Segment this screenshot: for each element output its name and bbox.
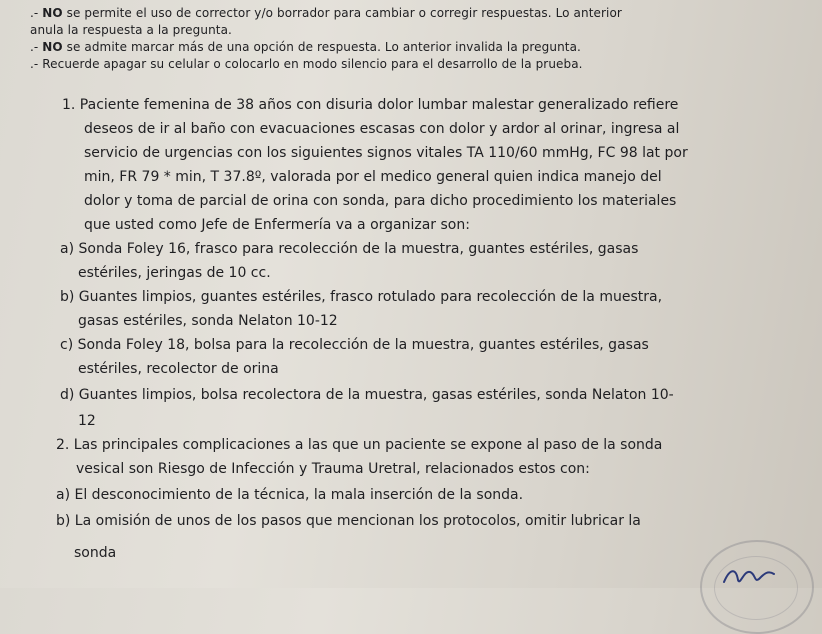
option-1b[interactable]: b) Guantes limpios, guantes estériles, frasco rotulado para recolección de la muestra, — [60, 289, 663, 305]
option-1d[interactable]: d) Guantes limpios, bolsa recolectora de la muestra, gasas estériles, sonda Nelaton 10- — [60, 387, 674, 403]
question-1-line: que usted como Jefe de Enfermería va a organizar son: — [84, 217, 470, 233]
option-1c[interactable]: c) Sonda Foley 18, bolsa para la recolección de la muestra, guantes estériles, gasas — [60, 337, 649, 353]
option-1a-continued: estériles, jeringas de 10 cc. — [78, 265, 271, 281]
question-1-line: min, FR 79 * min, T 37.8º, valorada por el medico general quien indica manejo del — [84, 169, 662, 185]
option-1a[interactable]: a) Sonda Foley 16, frasco para recolección de la muestra, guantes estériles, gasas — [60, 241, 639, 257]
option-2a[interactable]: a) El desconocimiento de la técnica, la mala inserción de la sonda. — [56, 487, 524, 503]
note-1-prefix: .- — [30, 6, 43, 20]
option-1d-continued: 12 — [78, 413, 96, 429]
note-1-bold: NO — [42, 6, 63, 20]
note-3: .- Recuerde apagar su celular o colocarlo en modo silencio para el desarrollo de la prueba. — [30, 57, 583, 71]
option-2b[interactable]: b) La omisión de unos de los pasos que mencionan los protocolos, omitir lubricar la — [56, 513, 641, 529]
question-1-line: dolor y toma de parcial de orina con sonda, para dicho procedimiento los materiales — [84, 193, 677, 209]
question-1-line: 1. Paciente femenina de 38 años con disuria dolor lumbar malestar generalizado refiere — [62, 97, 679, 113]
question-1-line: servicio de urgencias con los siguientes signos vitales TA 110/60 mmHg, FC 98 lat por — [84, 145, 688, 161]
option-2b-continued: sonda — [74, 545, 117, 561]
question-1-line: deseos de ir al baño con evacuaciones escasas con dolor y ardor al orinar, ingresa al — [84, 121, 680, 137]
question-2-line: vesical son Riesgo de Infección y Trauma Uretral, relacionados estos con: — [76, 461, 590, 477]
note-2 — [30, 41, 581, 53]
option-1b-continued: gasas estériles, sonda Nelaton 10-12 — [78, 313, 338, 329]
option-1c-continued: estériles, recolector de orina — [78, 361, 279, 377]
note-2-bold: NO — [42, 40, 63, 54]
question-2-line: 2. Las principales complicaciones a las que un paciente se expone al paso de la sonda — [56, 437, 663, 453]
note-2-text: se admite marcar más de una opción de respuesta. Lo anterior invalida la pregunta. — [62, 40, 581, 54]
handwritten-signature — [720, 560, 780, 588]
note-1-continued: anula la respuesta a la pregunta. — [30, 23, 232, 37]
note-1-text: se permite el uso de corrector y/o borrador para cambiar o corregir respuestas. Lo anterior — [62, 6, 622, 20]
note-1 — [30, 7, 622, 19]
note-2-prefix: .- — [30, 40, 43, 54]
